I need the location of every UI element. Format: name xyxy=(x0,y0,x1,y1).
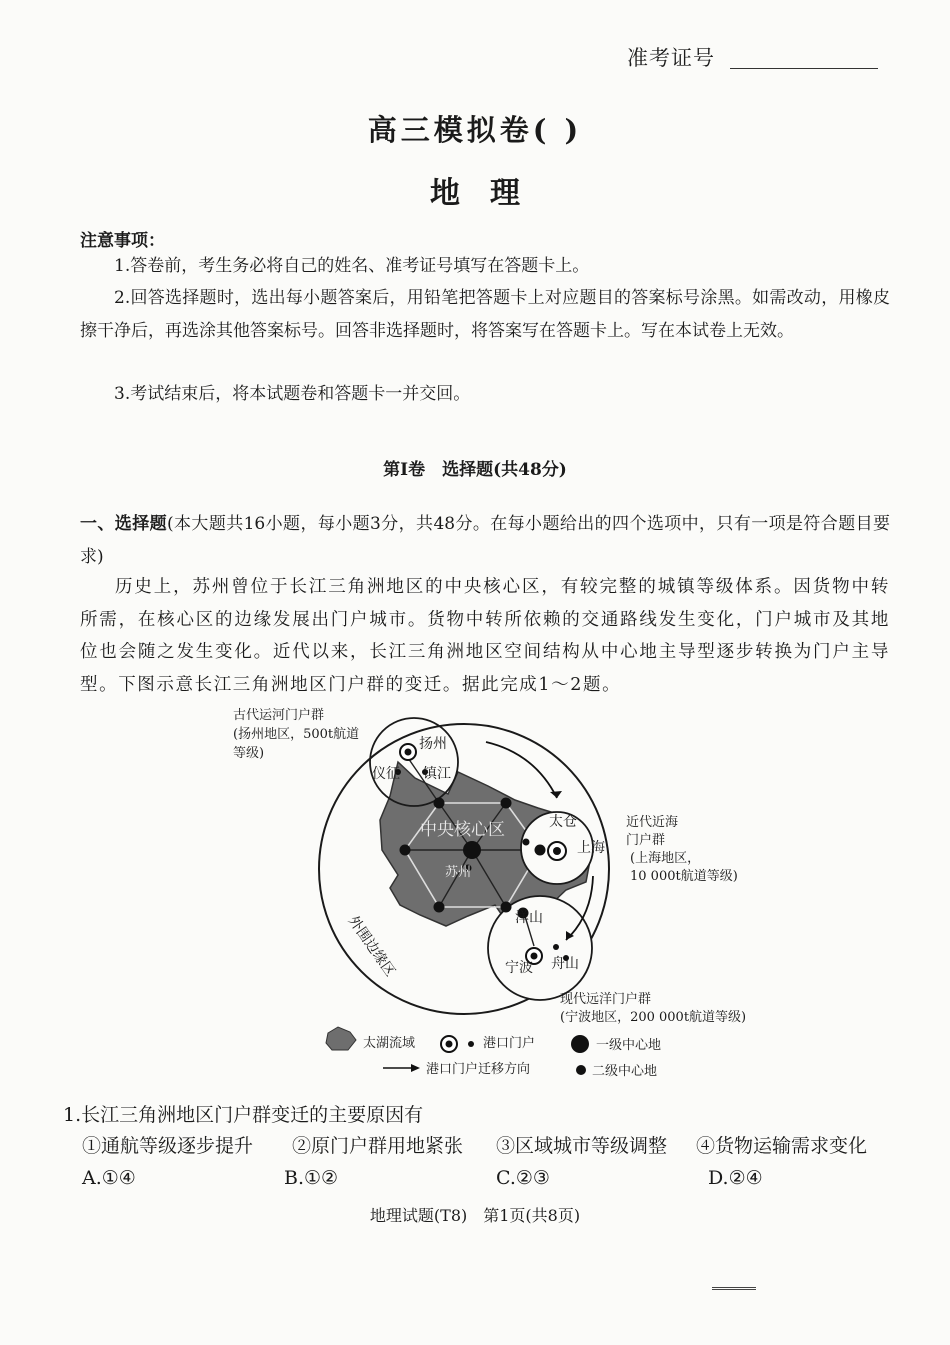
suzhou-level1-center xyxy=(463,841,481,859)
choice-b[interactable]: B.①② xyxy=(284,1167,339,1189)
ancient-group-label-1: 古代运河门户群 xyxy=(233,708,325,723)
far-group-label-2: (宁波地区，200 000t航道等级) xyxy=(560,1010,747,1025)
exam-id-blank xyxy=(730,68,878,69)
page-footer: 地理试题(T8) 第1页(共8页) xyxy=(369,1206,581,1225)
subject-title: 地理 xyxy=(430,176,550,211)
periphery-zone-label: 外围边缘区 xyxy=(344,913,398,980)
note-item-1: 1.答卷前，考生务必将自己的姓名、准考证号填写在答题卡上。 xyxy=(114,256,590,276)
note-item-2: 2.回答选择题时，选出每小题答案后，用铅笔把答题卡上对应题目的答案标号涂黑。如需改动，用橡皮擦干净后，再选涂其他答案标号。回答非选择题时，将答案写在答题卡上。写在本试卷上无效。 xyxy=(80,288,890,341)
place-shanghai: 上海 xyxy=(577,840,605,856)
choice-d[interactable]: D.②④ xyxy=(708,1167,763,1189)
place-zhenjiang: 镇江 xyxy=(423,766,451,782)
legend-taihu: 太湖流域 xyxy=(363,1036,416,1051)
ancient-group-label-2: (扬州地区，500t航道 xyxy=(233,727,360,742)
exam-title: 高三模拟卷( ) xyxy=(367,113,583,147)
far-group-label-1: 现代远洋门户群 xyxy=(560,992,652,1007)
section-title: 第Ⅰ卷 选择题(共48分) xyxy=(383,460,567,480)
statement-2: ②原门户群用地紧张 xyxy=(292,1135,464,1157)
legend-arrow: 港口门户迁移方向 xyxy=(426,1062,531,1077)
near-group-label-1: 近代近海 xyxy=(626,815,679,830)
legend xyxy=(326,1027,661,1079)
statement-4: ④货物运输需求变化 xyxy=(696,1135,868,1157)
place-yangzhou: 扬州 xyxy=(419,736,447,752)
passage: 历史上，苏州曾位于长江三角洲地区的中央核心区，有较完整的城镇等级体系。因货物中转所需，在核心区的边缘发展出门户城市。货物中转所依赖的交通路线发生变化，门户城市及其地位也会随之发生变化。近代以来，长江三角洲地区空间结构从中心地主导型逐步转换为门户主导型。下图示意长江三角洲地区门户群的变迁。据此完成1～2题。 xyxy=(80,577,890,695)
statement-3: ③区域城市等级调整 xyxy=(496,1135,668,1157)
legend-level2: 二级中心地 xyxy=(592,1064,658,1079)
place-suzhou: 苏州 xyxy=(445,865,472,880)
core-zone-label: 中央核心区 xyxy=(420,820,505,840)
legend-port: 港口门户 xyxy=(483,1036,536,1051)
choice-a[interactable]: A.①④ xyxy=(82,1167,136,1189)
near-group-label-4: 10 000t航道等级) xyxy=(630,869,738,884)
place-yizheng: 仪征 xyxy=(372,766,400,782)
note-item-3: 3.考试结束后，将本试题卷和答题卡一并交回。 xyxy=(114,384,471,404)
near-group-label-3: (上海地区， xyxy=(630,851,701,866)
corner-mark xyxy=(712,1287,756,1298)
notes-heading: 注意事项： xyxy=(80,231,165,251)
legend-level1: 一级中心地 xyxy=(596,1038,662,1053)
place-taicang: 太仓 xyxy=(549,814,577,830)
ancient-group-label-3: 等级) xyxy=(233,746,265,761)
section-intro-text: (本大题共16小题，每小题3分，共48分。在每小题给出的四个选项中，只有一项是符合题目要求) xyxy=(80,514,891,567)
place-ningbo: 宁波 xyxy=(505,960,533,976)
question-1-stem: 1.长江三角洲地区门户群变迁的主要原因有 xyxy=(63,1104,424,1126)
place-zhoushan: 舟山 xyxy=(551,956,579,972)
near-group-label-2: 门户群 xyxy=(626,833,666,848)
place-yangshan: 洋山 xyxy=(515,910,543,926)
choice-c[interactable]: C.②③ xyxy=(496,1167,550,1189)
statement-1: ①通航等级逐步提升 xyxy=(82,1135,254,1157)
section-intro-label: 一、选择题 xyxy=(80,514,167,534)
section-intro xyxy=(80,508,890,573)
exam-id-label: 准考证号 xyxy=(627,46,715,70)
gateway-migration-figure xyxy=(220,700,750,1092)
